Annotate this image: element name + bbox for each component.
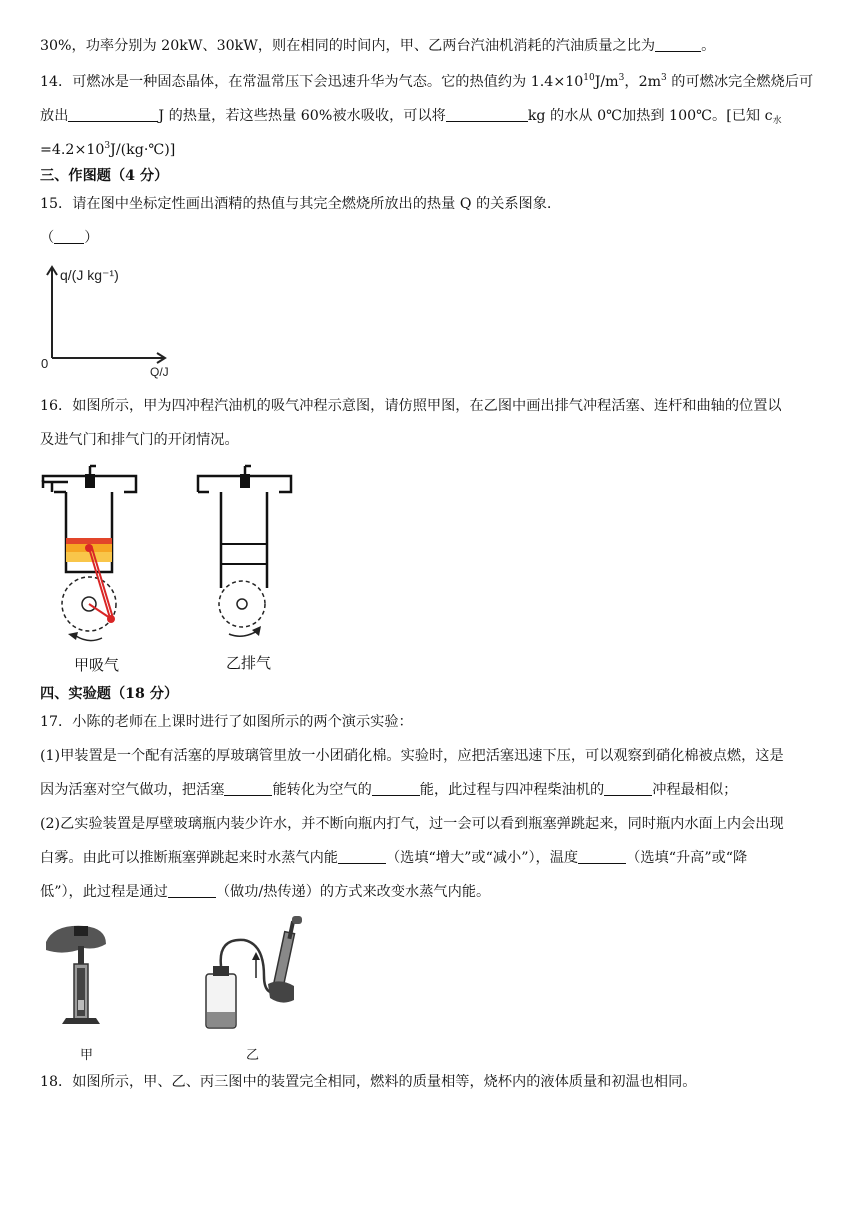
q17-text-h: 低”），此过程是通过	[40, 884, 168, 900]
q17-blank-4[interactable]	[338, 849, 386, 864]
q14-text-g: kg 的水从 0℃加热到 100℃。[已知 c	[527, 108, 773, 124]
q14-text-d: 的可燃冰完全燃烧后可	[666, 74, 814, 90]
section-4-heading: 四、实验题（18 分）	[40, 686, 179, 702]
q14-text-b: J/m	[594, 74, 619, 90]
q14-exp2: 3	[618, 73, 625, 83]
section-3-heading: 三、作图题（4 分）	[40, 168, 169, 184]
q13-tail-text: 30%，功率分别为 20kW、30kW，则在相同的时间内，甲、乙两台汽油机消耗的汽油质量之比为	[40, 38, 656, 54]
q17-blank-3[interactable]	[604, 781, 652, 796]
hand-icon	[268, 981, 294, 1002]
bottle-stopper	[213, 966, 229, 976]
q17-p1-line1: (1)甲装置是一个配有活塞的厚玻璃管里放一小团硝化棉。实验时，应把活塞迅速下压，可以观察到硝化棉被点燃，这是	[40, 748, 784, 764]
q14-text-f: J 的热量，若这些热量 60%被水吸收，可以将	[158, 108, 446, 124]
q18-question: 18．如图所示，甲、乙、丙三图中的装置完全相同，燃料的质量相等，烧杯内的液体质量和初温也相同。	[40, 1074, 697, 1090]
q14-text-a: 14．可燃冰是一种固态晶体，在常温常压下会迅速升华为气态。它的热值约为 1.4×10	[40, 74, 584, 90]
q17-p2-line3	[40, 882, 490, 902]
q17-text-a: 因为活塞对空气做功，把活塞	[40, 782, 225, 798]
q17-p2-line2	[40, 848, 747, 868]
q14-line1	[40, 72, 813, 92]
q17-text-b: 能转化为空气的	[272, 782, 372, 798]
piston-tube-apparatus	[44, 920, 124, 1040]
q14-exp1: 10	[583, 73, 595, 83]
q15-axes-graph	[36, 258, 176, 382]
q17-text-i: （做功/热传递）的方式来改变水蒸气内能。	[215, 884, 491, 900]
engine-exhaust-diagram	[195, 462, 295, 652]
q17-blank-1[interactable]	[224, 781, 272, 796]
origin-label: 0	[41, 356, 49, 371]
q15-question: 15．请在图中坐标定性画出酒精的热值与其完全燃烧所放出的热量 Q 的关系图象.	[40, 196, 552, 212]
q14-text-i: J/(kg·℃)]	[110, 142, 176, 158]
tube-base	[62, 1018, 100, 1024]
q17-text-f: （选填“增大”或“减小”），温度	[385, 850, 579, 866]
q14-line3	[40, 140, 175, 160]
y-axis-label: q/(J kg⁻¹)	[60, 267, 119, 283]
bottle-pump-caption: 乙	[246, 1048, 260, 1063]
q17-blank-5[interactable]	[578, 849, 626, 864]
q17-p1-line2	[40, 780, 737, 800]
q13-answer-blank[interactable]	[655, 37, 701, 52]
engine-exhaust-caption: 乙排气	[226, 654, 272, 672]
engine-intake-caption: 甲吸气	[74, 656, 120, 674]
rotation-arrow-icon	[76, 636, 102, 641]
q17-p2-line1: (2)乙实验装置是厚壁玻璃瓶内装少许水，并不断向瓶内打气，过一会可以看到瓶塞弹跳起来，同时瓶内水面上内会出现	[40, 816, 784, 832]
q14-text-h: =4.2×10	[40, 142, 105, 158]
q17-text-g: （选填“升高”或“降	[626, 850, 748, 866]
q15-answer-blank[interactable]	[54, 229, 84, 244]
q13-end: 。	[701, 38, 716, 54]
q13-tail-line	[40, 36, 715, 56]
q15-paren-close: ）	[84, 230, 99, 246]
spark-plug-icon	[240, 474, 250, 488]
q14-text-e: 放出	[40, 108, 69, 124]
q14-text-c: ，2m	[624, 74, 662, 90]
q16-line2: 及进气门和排气门的开闭情况。	[40, 432, 239, 448]
x-axis-label: Q/J	[150, 365, 169, 379]
q17-blank-2[interactable]	[372, 781, 420, 796]
q16-line1: 16．如图所示，甲为四冲程汽油机的吸气冲程示意图，请仿照甲图，在乙图中画出排气冲程活塞、连杆和曲轴的位置以	[40, 398, 782, 414]
q14-exp3: 3	[661, 73, 667, 83]
q14-exp4: 3	[104, 141, 111, 151]
q17-text-c: 能，此过程与四冲程柴油机的	[419, 782, 605, 798]
q15-paren-open: （	[40, 230, 55, 246]
piston-rod	[78, 946, 84, 966]
q14-sub-water: 水	[772, 116, 782, 126]
q15-answer-slot	[40, 228, 98, 248]
spark-plug-icon	[85, 474, 95, 488]
piston-tube-caption: 甲	[80, 1048, 94, 1063]
q14-blank-heat[interactable]	[68, 107, 158, 122]
bottle-pump-apparatus	[198, 914, 318, 1036]
q17-blank-6[interactable]	[168, 883, 216, 898]
q17-text-d: 冲程最相似；	[652, 782, 738, 798]
q14-line2	[40, 106, 782, 126]
q14-blank-mass[interactable]	[446, 107, 528, 122]
q17-text-e: 白雾。由此可以推断瓶塞弹跳起来时水蒸气内能	[40, 850, 338, 866]
q17-intro: 17．小陈的老师在上课时进行了如图所示的两个演示实验：	[40, 714, 413, 730]
engine-intake-diagram	[40, 462, 140, 652]
